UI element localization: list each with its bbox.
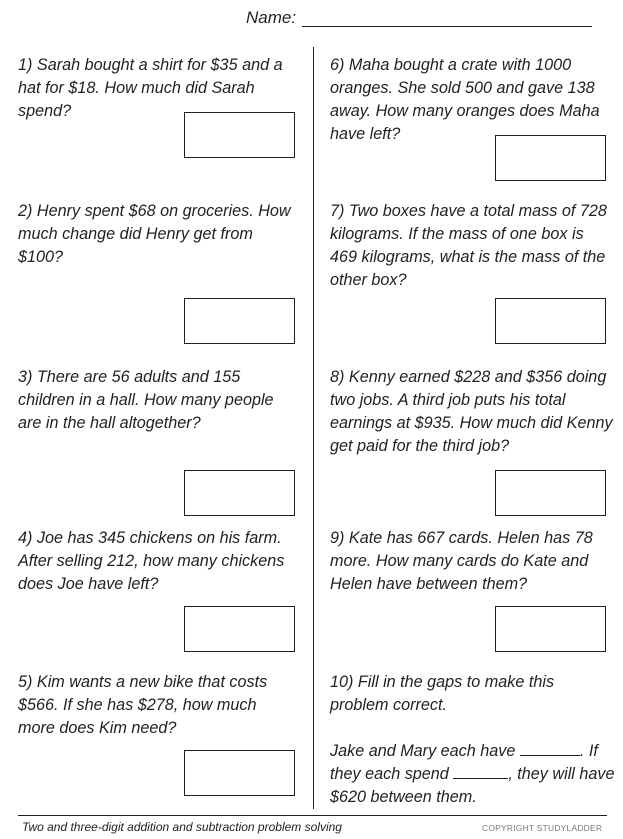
question-9: 9) Kate has 667 cards. Helen has 78 more. How many cards do Kate and Helen have between them? [330, 529, 593, 593]
answer-box-4[interactable] [184, 606, 295, 652]
answer-box-8[interactable] [495, 470, 606, 516]
fill-text-3: , they will have $620 between them. [330, 765, 615, 806]
question-3: 3) There are 56 adults and 155 children in a hall. How many people are in the hall altogether? [18, 368, 274, 432]
fill-text-2: . If they each spend [330, 742, 598, 783]
answer-box-5[interactable] [184, 750, 295, 796]
column-divider [313, 47, 314, 809]
question-10-fill [330, 740, 615, 809]
question-7: 7) Two boxes have a total mass of 728 kilograms. If the mass of one box is 469 kilograms, what is the mass of the other box? [330, 202, 607, 289]
fill-blank-2[interactable] [453, 765, 508, 779]
question-10: 10) Fill in the gaps to make this problem correct. [330, 673, 555, 714]
question-5: 5) Kim wants a new bike that costs $566. If she has $278, how much more does Kim need? [18, 673, 268, 737]
question-6: 6) Maha bought a crate with 1000 oranges. She sold 500 and gave 138 away. How many oranges does Maha have left? [330, 56, 600, 143]
question-4: 4) Joe has 345 chickens on his farm. After selling 212, how many chickens does Joe have left? [18, 529, 285, 593]
question-1: 1) Sarah bought a shirt for $35 and a hat for $18. How much did Sarah spend? [18, 56, 283, 120]
name-label: Name: [246, 8, 297, 27]
footer-title: Two and three-digit addition and subtraction problem solving [22, 820, 342, 834]
footer-rule [18, 815, 607, 816]
fill-blank-1[interactable] [520, 742, 580, 756]
answer-box-9[interactable] [495, 606, 606, 652]
answer-box-7[interactable] [495, 298, 606, 344]
question-8: 8) Kenny earned $228 and $356 doing two jobs. A third job puts his total earnings at $935. How much did Kenny get paid for the third job? [330, 368, 613, 455]
answer-box-3[interactable] [184, 470, 295, 516]
footer-copyright: COPYRIGHT STUDYLADDER [482, 823, 603, 833]
answer-box-6[interactable] [495, 135, 606, 181]
answer-box-2[interactable] [184, 298, 295, 344]
fill-text-1: Jake and Mary each have [330, 742, 516, 760]
answer-box-1[interactable] [184, 112, 295, 158]
question-2: 2) Henry spent $68 on groceries. How much change did Henry get from $100? [18, 202, 291, 266]
name-field[interactable] [302, 26, 592, 27]
